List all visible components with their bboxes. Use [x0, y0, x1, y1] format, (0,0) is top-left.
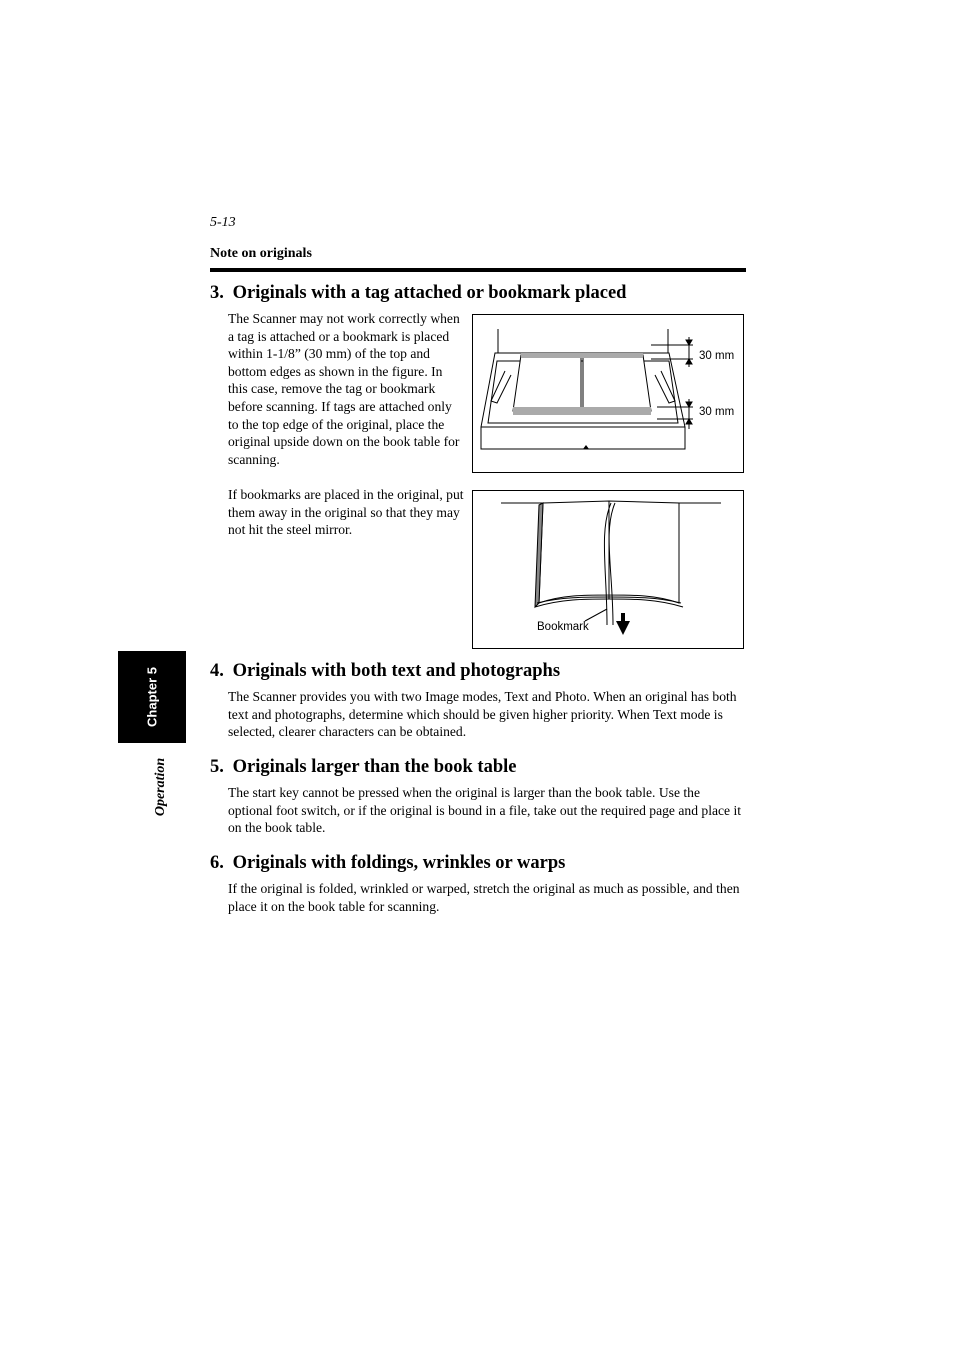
- section-4-paragraph: The Scanner provides you with two Image modes, Text and Photo. When an original has both text and photographs, determine which should be given higher priority. When Text mode is selected, clearer characters can be obtained.: [228, 689, 737, 740]
- section-label: [134, 752, 188, 822]
- section-4-title: Originals with both text and photographs: [232, 661, 561, 681]
- section-3-heading: [210, 283, 626, 304]
- section-6-title: Originals with foldings, wrinkles or warps: [232, 853, 566, 873]
- chapter-tab-label: Chapter 5: [144, 667, 160, 727]
- chapter-tab: [118, 651, 186, 743]
- scanner-figure: [472, 314, 744, 473]
- top-margin-band: [521, 353, 643, 358]
- section-3-paragraph-2: If bookmarks are placed in the original, put them away in the original so that they may not hit the steel mirror.: [228, 487, 464, 538]
- section-5-paragraph: The start key cannot be pressed when the original is larger than the book table. Use the optional foot switch, or if the original is bound in a file, take out the required page and place it on the book table.: [228, 785, 742, 836]
- bookmark-figure: [472, 490, 744, 649]
- section-4-heading: [210, 661, 560, 682]
- dimension-label-top: 30 mm: [699, 350, 735, 362]
- header-rule: [210, 268, 746, 272]
- section-5-number: 5.: [210, 757, 224, 777]
- section-label-text: Operation: [153, 757, 168, 817]
- section-3-paragraph-1: The Scanner may not work correctly when a tag is attached or a bookmark is placed within 1-1/8” (30 mm) of the top and bottom edges as shown in the figure. In this case, remove the tag or bookmark before scanning. If tags are attached only to the top edge of the original, place the original upside down on the book table for scanning.: [228, 311, 460, 467]
- book-illustration: [473, 491, 743, 648]
- section-5-heading: [210, 757, 516, 778]
- bottom-margin-band: [513, 407, 651, 415]
- section-6-heading: [210, 853, 565, 874]
- section-4-number: 4.: [210, 661, 224, 681]
- section-6-paragraph: If the original is folded, wrinkled or warped, stretch the original as much as possible, and then place it on the book table for scanning.: [228, 881, 740, 914]
- section-3-title: Originals with a tag attached or bookmark placed: [232, 283, 627, 303]
- running-title: Note on originals: [210, 246, 312, 261]
- scanner-illustration: [473, 315, 743, 472]
- section-5-title: Originals larger than the book table: [232, 757, 517, 777]
- section-6-number: 6.: [210, 853, 224, 873]
- dimension-label-bottom: 30 mm: [699, 406, 735, 418]
- section-3-number: 3.: [210, 283, 224, 303]
- page-number: 5-13: [210, 215, 236, 230]
- bookmark-label: Bookmark: [537, 621, 589, 633]
